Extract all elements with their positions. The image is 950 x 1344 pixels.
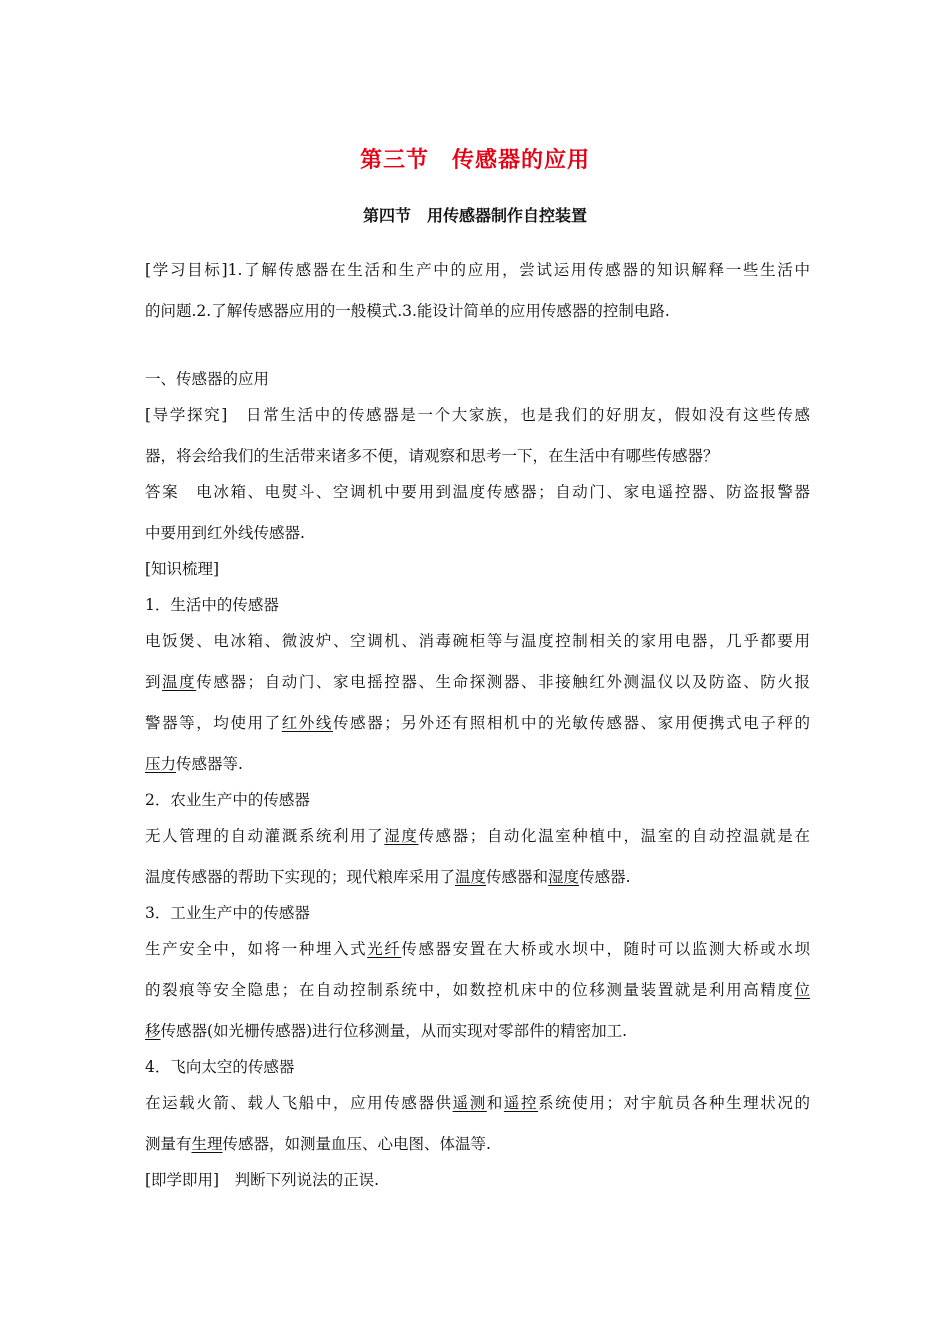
- section-heading: 一、传感器的应用: [145, 370, 270, 388]
- underlined-answer: 遥测: [452, 1094, 487, 1112]
- item-4-line-2: [145, 1133, 810, 1155]
- item-3-line-3: [145, 1020, 810, 1042]
- answer-line-2: 中要用到红外线传感器.: [145, 524, 305, 542]
- text-run: 传感器，如测量血压、心电图、体温等.: [222, 1135, 491, 1153]
- text-run: 和: [486, 1094, 504, 1112]
- text-run: 传感器；另外还有照相机中的光敏传感器、家用便携式电子秤的: [333, 714, 810, 732]
- underlined-answer: 红外线: [281, 714, 334, 732]
- text-run: 测量有: [145, 1135, 192, 1153]
- text-run: 警器等，均使用了: [145, 714, 282, 732]
- item-1-line-1: 电饭煲、电冰箱、微波炉、空调机、消毒碗柜等与温度控制相关的家用电器，几乎都要用: [145, 632, 810, 650]
- knowledge-heading: [知识梳理]: [145, 560, 220, 578]
- answer-line-1: 答案 电冰箱、电熨斗、空调机中要用到温度传感器；自动门、家电遥控器、防盗报警器: [145, 483, 810, 501]
- text-run: 生产安全中，如将一种埋入式: [145, 940, 368, 958]
- underlined-answer: 湿度: [548, 868, 580, 886]
- explore-line-1: [导学探究] 日常生活中的传感器是一个大家族，也是我们的好朋友，假如没有这些传感: [145, 406, 810, 424]
- item-2-heading: 2．农业生产中的传感器: [145, 791, 310, 809]
- item-1-line-4: [145, 753, 810, 775]
- learning-goals-line-1: [学习目标]1.了解传感器在生活和生产中的应用，尝试运用传感器的知识解释一些生活中: [145, 261, 810, 279]
- page-subtitle: 第四节 用传感器制作自控装置: [362, 206, 587, 225]
- item-3-heading: 3．工业生产中的传感器: [145, 904, 310, 922]
- underlined-answer: 移: [145, 1022, 161, 1040]
- text-run: 传感器；自动门、家电摇控器、生命探测器、非接触红外测温仪以及防盗、防火报: [196, 673, 810, 691]
- page-title: 第三节 传感器的应用: [359, 148, 590, 173]
- text-run: 温度传感器的帮助下实现的；现代粮库采用了: [145, 868, 456, 886]
- item-3-line-1: [145, 938, 810, 960]
- text-run: 到: [145, 673, 163, 691]
- item-1-heading: 1．生活中的传感器: [145, 596, 279, 614]
- item-2-line-2: [145, 866, 810, 888]
- item-4-line-1: [145, 1092, 810, 1114]
- learning-goals-line-2: 的问题.2.了解传感器应用的一般模式.3.能设计简单的应用传感器的控制电路.: [145, 302, 670, 320]
- item-1-line-2: [145, 671, 810, 693]
- item-1-line-3: [145, 712, 810, 734]
- underlined-answer: 遥控: [503, 1094, 539, 1112]
- text-run: 传感器安置在大桥或水坝中，随时可以监测大桥或水坝: [401, 940, 810, 958]
- practice-heading: [即学即用] 判断下列说法的正误.: [145, 1171, 380, 1189]
- text-run: 的裂痕等安全隐患；在自动控制系统中，如数控机床中的位移测量装置就是利用高精度: [145, 981, 795, 999]
- text-run: 传感器等.: [176, 755, 243, 773]
- underlined-answer: 光纤: [367, 940, 402, 958]
- underlined-answer: 位: [794, 981, 810, 999]
- text-run: 传感器.: [579, 868, 631, 886]
- underlined-answer: 湿度: [384, 827, 419, 845]
- underlined-answer: 生理: [191, 1135, 223, 1153]
- underlined-answer: 压力: [145, 755, 177, 773]
- text-run: 在运载火箭、载人飞船中，应用传感器供: [145, 1094, 453, 1112]
- item-2-line-1: [145, 825, 810, 847]
- underlined-answer: 温度: [162, 673, 197, 691]
- text-run: 传感器；自动化温室种植中，温室的自动控温就是在: [418, 827, 810, 845]
- item-3-line-2: [145, 979, 810, 1001]
- text-run: 无人管理的自动灌溉系统利用了: [145, 827, 385, 845]
- text-run: 系统使用；对宇航员各种生理状况的: [538, 1094, 810, 1112]
- text-run: 传感器和: [486, 868, 549, 886]
- explore-line-2: 器，将会给我们的生活带来诸多不便，请观察和思考一下，在生活中有哪些传感器？: [145, 447, 719, 465]
- item-4-heading: 4．飞向太空的传感器: [145, 1058, 295, 1076]
- underlined-answer: 温度: [455, 868, 487, 886]
- text-run: 传感器(如光栅传感器)进行位移测量，从而实现对零部件的精密加工.: [160, 1022, 628, 1040]
